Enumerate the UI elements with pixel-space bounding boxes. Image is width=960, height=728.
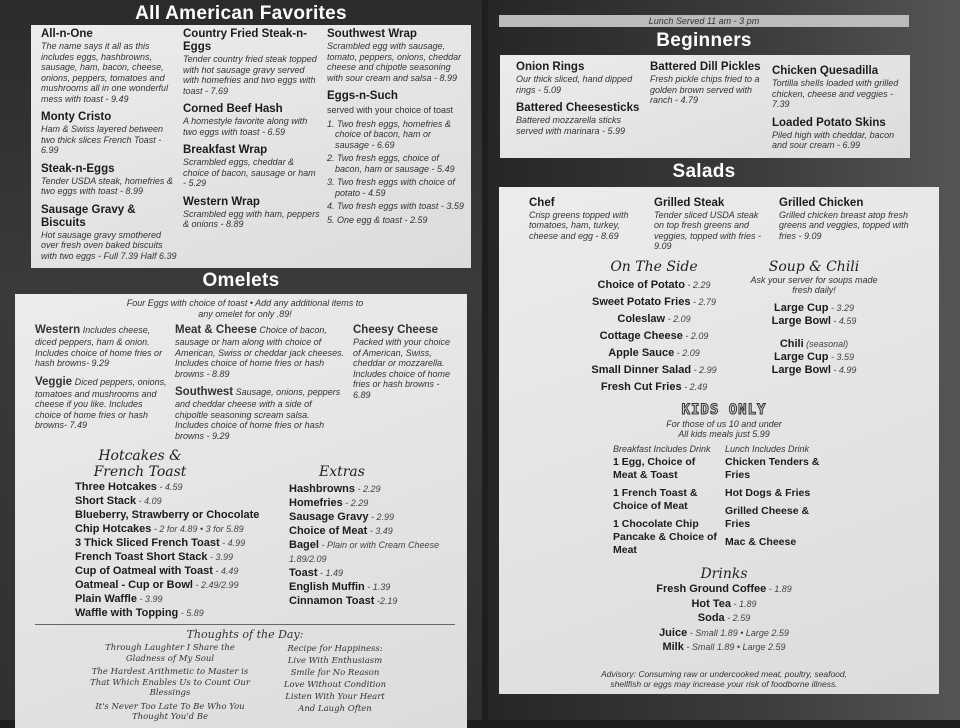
menu-item xyxy=(183,103,321,137)
item-description: Diced peppers, onions, tomatoes and mushrooms and cheese if you like. Includes choice of home fries or hash browns- 7.49 xyxy=(35,376,167,430)
left-menu-page xyxy=(0,0,482,720)
menu-item xyxy=(529,640,919,655)
item-description: Tortilla shells loaded with grilled chicken, cheese and veggies - 7.39 xyxy=(772,78,899,109)
item-price: - 3.59 xyxy=(828,351,854,362)
menu-item xyxy=(75,480,275,494)
item-price: - 4.49 xyxy=(212,566,239,576)
item-description: Scrambled egg with ham, peppers & onions - 8.89 xyxy=(183,208,320,229)
item-name: Western xyxy=(35,324,81,336)
on-the-side-title: On The Side xyxy=(610,258,698,275)
item-name: Small Dinner Salad xyxy=(591,363,692,376)
item-name: Cottage Cheese xyxy=(599,329,683,342)
menu-item xyxy=(529,597,919,612)
kids-meal: Mac & Cheese xyxy=(725,536,797,548)
quote-line: And Laugh Often xyxy=(298,704,372,714)
menu-item xyxy=(650,61,762,106)
kids-note-1: For those of us 10 and under xyxy=(666,418,782,429)
menu-item xyxy=(569,362,739,379)
menu-item xyxy=(183,196,321,230)
menu-item xyxy=(41,163,177,197)
egg-option: 5. One egg & toast - 2.59 xyxy=(327,214,428,225)
quote: The Hardest Arithmetic to Master is That Which Enables Us to Count Our Blessings xyxy=(90,667,250,698)
menu-item xyxy=(516,102,640,136)
item-price: - 4.99 xyxy=(219,538,246,548)
hotcakes-extras-row xyxy=(35,448,455,620)
item-description: Hot sausage gravy smothered over fresh oven baked biscuits with two eggs - Full 7.39 Half 6.39 xyxy=(41,229,177,261)
item-price: - 2.09 xyxy=(665,313,691,324)
menu-item xyxy=(289,566,439,580)
menu-item xyxy=(183,144,321,189)
item-name: Grilled Steak xyxy=(654,196,725,209)
menu-item xyxy=(529,582,919,597)
advisory: Advisory: Consuming raw or undercooked meat, poultry, seafood, shellfish or eggs may increase your risk of foodborne illness. xyxy=(601,668,847,689)
item-price: - 2.99 xyxy=(691,364,717,375)
item-name: Hot Tea xyxy=(691,597,731,610)
omelets-note: Four Eggs with choice of toast • Add any additional items to any omelet for only .89! xyxy=(126,298,364,319)
item-description: Our thick sliced, hand dipped rings - 5.09 xyxy=(516,74,633,95)
item-price: - Small 1.89 • Large 2.59 xyxy=(687,627,789,638)
item-name: Cheesy Cheese xyxy=(353,324,439,336)
item-name: Country Fried Steak-n-Eggs xyxy=(183,28,307,53)
item-name: Oatmeal - Cup or Bowl xyxy=(75,579,193,591)
item-name: Eggs-n-Such xyxy=(327,90,398,102)
item-price: - 5.89 xyxy=(178,608,204,618)
menu-item xyxy=(289,496,439,510)
menu-item xyxy=(529,197,644,242)
item-name: Plain Waffle xyxy=(75,593,137,605)
eggs-n-such xyxy=(327,90,465,225)
item-description: Packed with your choice of American, Swiss, cheddar or mozzarella. Includes choice of home fries or hash browns - 6.89 xyxy=(353,337,451,400)
item-price: - 2.59 xyxy=(724,613,751,623)
item-name: Large Bowl xyxy=(771,314,831,327)
item-note: served with your choice of toast xyxy=(327,105,454,115)
soup-chili-section xyxy=(749,259,879,396)
item-name: Sausage Gravy & Biscuits xyxy=(41,203,136,229)
omelets-box xyxy=(15,294,467,728)
menu-item xyxy=(75,578,275,592)
item-price: - 4.59 xyxy=(156,482,183,492)
menu-item xyxy=(569,328,739,345)
item-name: Soda xyxy=(697,612,725,624)
item-name: Large Cup xyxy=(774,301,829,314)
item-name: Cinnamon Toast xyxy=(289,595,375,607)
item-name: Large Cup xyxy=(774,350,829,363)
quote: It's Never Too Late To Be Who You Thought You'd Be xyxy=(95,701,245,722)
item-name: English Muffin xyxy=(289,581,365,593)
item-price: - 1.89 xyxy=(731,598,757,609)
item-description: Grilled chicken breast atop fresh greens and veggies, topped with fries - 9.09 xyxy=(779,209,909,241)
menu-item xyxy=(41,111,177,156)
favorites-column-2 xyxy=(183,28,321,268)
extras-section xyxy=(289,448,439,620)
menu-item xyxy=(327,28,465,83)
kids-row xyxy=(529,444,919,563)
item-name: Battered Dill Pickles xyxy=(650,61,761,73)
menu-item xyxy=(749,302,879,315)
item-price: - 2.29 xyxy=(684,279,711,290)
item-name: Milk xyxy=(662,641,684,653)
soup-note: Ask your server for soups made fresh daily! xyxy=(750,274,878,295)
menu-item xyxy=(654,197,769,252)
kids-note-2: All kids meals just 5.99 xyxy=(678,429,770,439)
item-description: Sausage, onions, peppers and cheddar cheese with a side of chipoltle seasoning scream salsa. Includes choice of home fries or hash browns - 9.29 xyxy=(175,387,341,441)
on-the-side-section xyxy=(569,259,739,396)
menu-item xyxy=(175,386,345,441)
item-name: 3 Thick Sliced French Toast xyxy=(75,537,220,549)
item-name: Three Hotcakes xyxy=(75,481,157,493)
item-name: Battered Cheesesticks xyxy=(516,102,640,114)
menu-item xyxy=(772,65,900,110)
item-name: Large Bowl xyxy=(771,363,831,376)
chili-name: Chili xyxy=(779,337,804,350)
menu-item xyxy=(516,61,640,95)
menu-item xyxy=(353,324,455,400)
item-price: - 4.09 xyxy=(136,496,162,506)
item-name: Western Wrap xyxy=(183,195,260,208)
item-price: - 4.59 xyxy=(830,315,857,326)
item-name: Chicken Quesadilla xyxy=(772,65,879,77)
item-name: French Toast Short Stack xyxy=(75,551,208,563)
item-description: Scrambled egg with sausage, tomato, peppers, onions, cheddar cheese and chipotle seasoning with sour cream and salsa - 8.99 xyxy=(327,41,462,83)
item-name: Cup of Oatmeal with Toast xyxy=(75,565,213,577)
menu-item xyxy=(772,117,900,151)
item-price: - 3.49 xyxy=(367,526,393,536)
menu-item xyxy=(75,550,275,564)
item-name: Sausage Gravy xyxy=(289,511,369,523)
chili-note: (seasonal) xyxy=(803,338,849,349)
thoughts-title: Thoughts of the Day: xyxy=(186,628,304,641)
item-name: Grilled Chicken xyxy=(779,196,864,209)
item-price: - 2.09 xyxy=(674,347,700,358)
menu-item xyxy=(35,324,167,369)
item-description: Scrambled eggs, cheddar & choice of bacon, sausage or ham - 5.29 xyxy=(183,157,316,188)
item-description: A homestyle favorite along with two eggs with toast - 6.59 xyxy=(183,116,308,137)
menu-item xyxy=(779,197,919,242)
menu-item xyxy=(569,379,739,396)
item-name: Fresh Ground Coffee xyxy=(656,583,767,595)
menu-item xyxy=(75,592,275,606)
beginners-title: Beginners xyxy=(656,30,752,51)
item-name: Southwest Wrap xyxy=(327,28,417,40)
item-name: Breakfast Wrap xyxy=(183,144,268,156)
lunch-note: Lunch Served 11 am - 3 pm xyxy=(499,15,909,27)
lunch-label: Lunch Includes Drink xyxy=(725,443,810,454)
egg-option: 4. Two fresh eggs with toast - 3.59 xyxy=(327,201,464,211)
item-name: Choice of Potato xyxy=(597,278,685,291)
item-price: - 1.89 xyxy=(766,584,792,594)
item-price: - Plain or with Cream Cheese 1.89/2.09 xyxy=(289,540,440,564)
item-name: Short Stack xyxy=(75,495,137,507)
item-description: Piled high with cheddar, bacon and sour cream - 6.99 xyxy=(772,129,895,150)
menu-item xyxy=(289,580,439,594)
item-description: The name says it all as this includes eggs, hashbrowns, sausage, ham, bacon, cheese, onions, peppers, tomatoes and mushrooms all in one wonderful mess with toast - 9.49 xyxy=(41,41,169,104)
quote-line: Listen With Your Heart xyxy=(285,692,385,702)
quote-line: Love Without Condition xyxy=(283,680,387,690)
menu-item xyxy=(183,28,321,96)
favorites-title: All American Favorites xyxy=(135,3,347,24)
item-name: Hashbrowns xyxy=(289,483,356,495)
divider xyxy=(35,624,455,625)
item-name: Coleslaw xyxy=(617,312,666,325)
quote: Through Laughter I Share the Gladness of My Soul xyxy=(105,643,235,664)
item-name: Monty Cristo xyxy=(41,111,112,123)
menu-item xyxy=(75,508,275,536)
item-name: Blueberry, Strawberry or Chocolate Chip Hotcakes xyxy=(75,509,260,535)
menu-item xyxy=(529,626,919,641)
kids-meal: Chicken Tenders & Fries xyxy=(725,456,820,481)
item-description: Tender country fried steak topped with hot sausage gravy served with homefries and two eggs with toast - 7.69 xyxy=(183,54,317,96)
quote-line: Live With Enthusiasm xyxy=(287,656,383,666)
item-price: - 3.99 xyxy=(136,594,163,604)
item-price: - 2.09 xyxy=(682,330,709,341)
item-name: Apple Sauce xyxy=(608,346,675,359)
menu-item xyxy=(289,510,439,524)
egg-option: 3. Two fresh eggs with choice of potato - 4.59 xyxy=(327,177,455,198)
menu-item xyxy=(75,606,275,620)
item-name: Sweet Potato Fries xyxy=(592,295,691,308)
item-price: - 1.39 xyxy=(364,582,391,592)
item-name: Choice of Meat xyxy=(289,525,368,537)
item-name: Corned Beef Hash xyxy=(183,103,283,115)
kids-meal: Grilled Cheese & Fries xyxy=(725,505,810,530)
item-description: Battered mozzarella sticks served with marinara - 5.99 xyxy=(516,115,626,136)
salads-box xyxy=(499,187,939,694)
item-name: Chef xyxy=(529,196,555,209)
menu-item xyxy=(569,311,739,328)
item-price: - 2.79 xyxy=(690,296,716,307)
item-name: Veggie xyxy=(35,375,73,388)
favorites-box xyxy=(31,25,471,268)
menu-item xyxy=(175,324,345,379)
item-description: Fresh pickle chips fried to a golden brown served with ranch - 4.79 xyxy=(650,74,760,105)
quote-line: Recipe for Happiness: xyxy=(287,644,383,654)
item-name: Juice xyxy=(659,626,688,639)
menu-item xyxy=(35,376,167,431)
item-name: Homefries xyxy=(289,497,343,509)
kids-meal: Hot Dogs & Fries xyxy=(725,487,811,499)
item-description: Choice of bacon, sausage or ham along with choice of American, Swiss or cheddar jack cheeses. Includes choice of home fries or hash browns - 8.89 xyxy=(175,325,345,379)
extras-title: Extras xyxy=(319,464,365,480)
salads-grid xyxy=(529,197,919,259)
menu-item xyxy=(75,494,275,508)
kids-meal: 1 French Toast & Choice of Meat xyxy=(613,487,698,512)
egg-option: 1. Two fresh eggs, homefries & choice of bacon, ham or sausage - 6.69 xyxy=(327,118,451,150)
item-name: Meat & Cheese xyxy=(175,324,257,336)
item-price: - 2 for 4.89 • 3 for 5.89 xyxy=(151,524,244,534)
kids-meal: 1 Chocolate Chip Pancake & Choice of Meat xyxy=(613,518,717,556)
menu-item xyxy=(289,594,439,608)
soup-chili-title: Soup & Chili xyxy=(768,258,860,275)
item-price: - Small 1.89 • Large 2.59 xyxy=(683,642,786,652)
kids-meal: 1 Egg, Choice of Meat & Toast xyxy=(613,456,696,481)
favorites-column-1 xyxy=(41,28,177,268)
menu-item xyxy=(289,482,439,496)
item-description: Tender USDA steak, homefries & two eggs with toast - 8.99 xyxy=(41,175,173,196)
menu-item xyxy=(749,351,879,364)
item-name: Loaded Potato Skins xyxy=(772,116,886,129)
omelets-title: Omelets xyxy=(202,270,280,291)
menu-item xyxy=(569,345,739,362)
item-price: -2.19 xyxy=(374,596,398,606)
menu-item xyxy=(75,564,275,578)
item-description: Ham & Swiss layered between two thick slices French Toast - 6.99 xyxy=(41,124,164,155)
beginners-box xyxy=(500,55,910,158)
item-name: Waffle with Topping xyxy=(75,607,179,619)
menu-item xyxy=(41,28,177,104)
item-price: - 4.99 xyxy=(830,364,857,375)
item-name: Toast xyxy=(289,567,318,579)
side-soup-row xyxy=(529,259,919,396)
item-price: - 3.29 xyxy=(828,302,854,313)
item-name: Fresh Cut Fries xyxy=(600,380,682,393)
thoughts-row xyxy=(35,643,455,726)
breakfast-label: Breakfast Includes Drink xyxy=(613,443,711,454)
item-price: - 2.29 xyxy=(342,498,369,508)
item-name: All-n-One xyxy=(41,28,93,40)
item-description: Crisp greens topped with tomatoes, ham, turkey, cheese and egg - 8.69 xyxy=(529,209,629,241)
item-price: - 2.49/2.99 xyxy=(192,580,239,590)
omelets-grid xyxy=(35,324,455,448)
drinks-title: Drinks xyxy=(700,566,748,582)
item-price: - 3.99 xyxy=(207,552,233,562)
hotcakes-title: Hotcakes & French Toast xyxy=(93,448,187,480)
quote-line: Smile for No Reason xyxy=(290,668,380,678)
item-description: Tender sliced USDA steak on top fresh greens and veggies, topped with fries - 9.09 xyxy=(654,209,762,251)
menu-item xyxy=(41,204,177,262)
egg-option: 2. Two fresh eggs, choice of bacon, ham or sausage - 5.49 xyxy=(327,153,455,174)
kids-lunch xyxy=(725,444,835,563)
menu-item xyxy=(749,315,879,328)
item-price: - 2.99 xyxy=(368,512,395,522)
menu-item xyxy=(569,277,739,294)
salads-title: Salads xyxy=(672,160,736,182)
item-price: - 2.49 xyxy=(681,381,708,392)
menu-item xyxy=(569,294,739,311)
right-menu-page xyxy=(488,0,960,720)
item-name: Steak-n-Eggs xyxy=(41,162,115,175)
menu-item xyxy=(289,538,439,566)
item-price: - 2.29 xyxy=(355,484,381,494)
menu-item xyxy=(75,536,275,550)
item-name: Southwest xyxy=(175,386,234,398)
item-price: - 1.49 xyxy=(317,568,344,578)
kids-only-title: KIDS ONLY xyxy=(681,401,767,418)
item-name: Bagel xyxy=(289,539,319,551)
menu-item xyxy=(529,611,919,626)
kids-breakfast xyxy=(613,444,717,563)
item-description: Includes cheese, diced peppers, ham & onion. Includes choice of home fries or hash browns- 9.29 xyxy=(35,325,163,368)
item-name: Onion Rings xyxy=(516,61,585,73)
menu-item xyxy=(289,524,439,538)
menu-item xyxy=(749,364,879,377)
chili-label xyxy=(749,338,879,351)
hotcakes-section xyxy=(75,448,275,620)
favorites-column-3 xyxy=(327,28,465,268)
